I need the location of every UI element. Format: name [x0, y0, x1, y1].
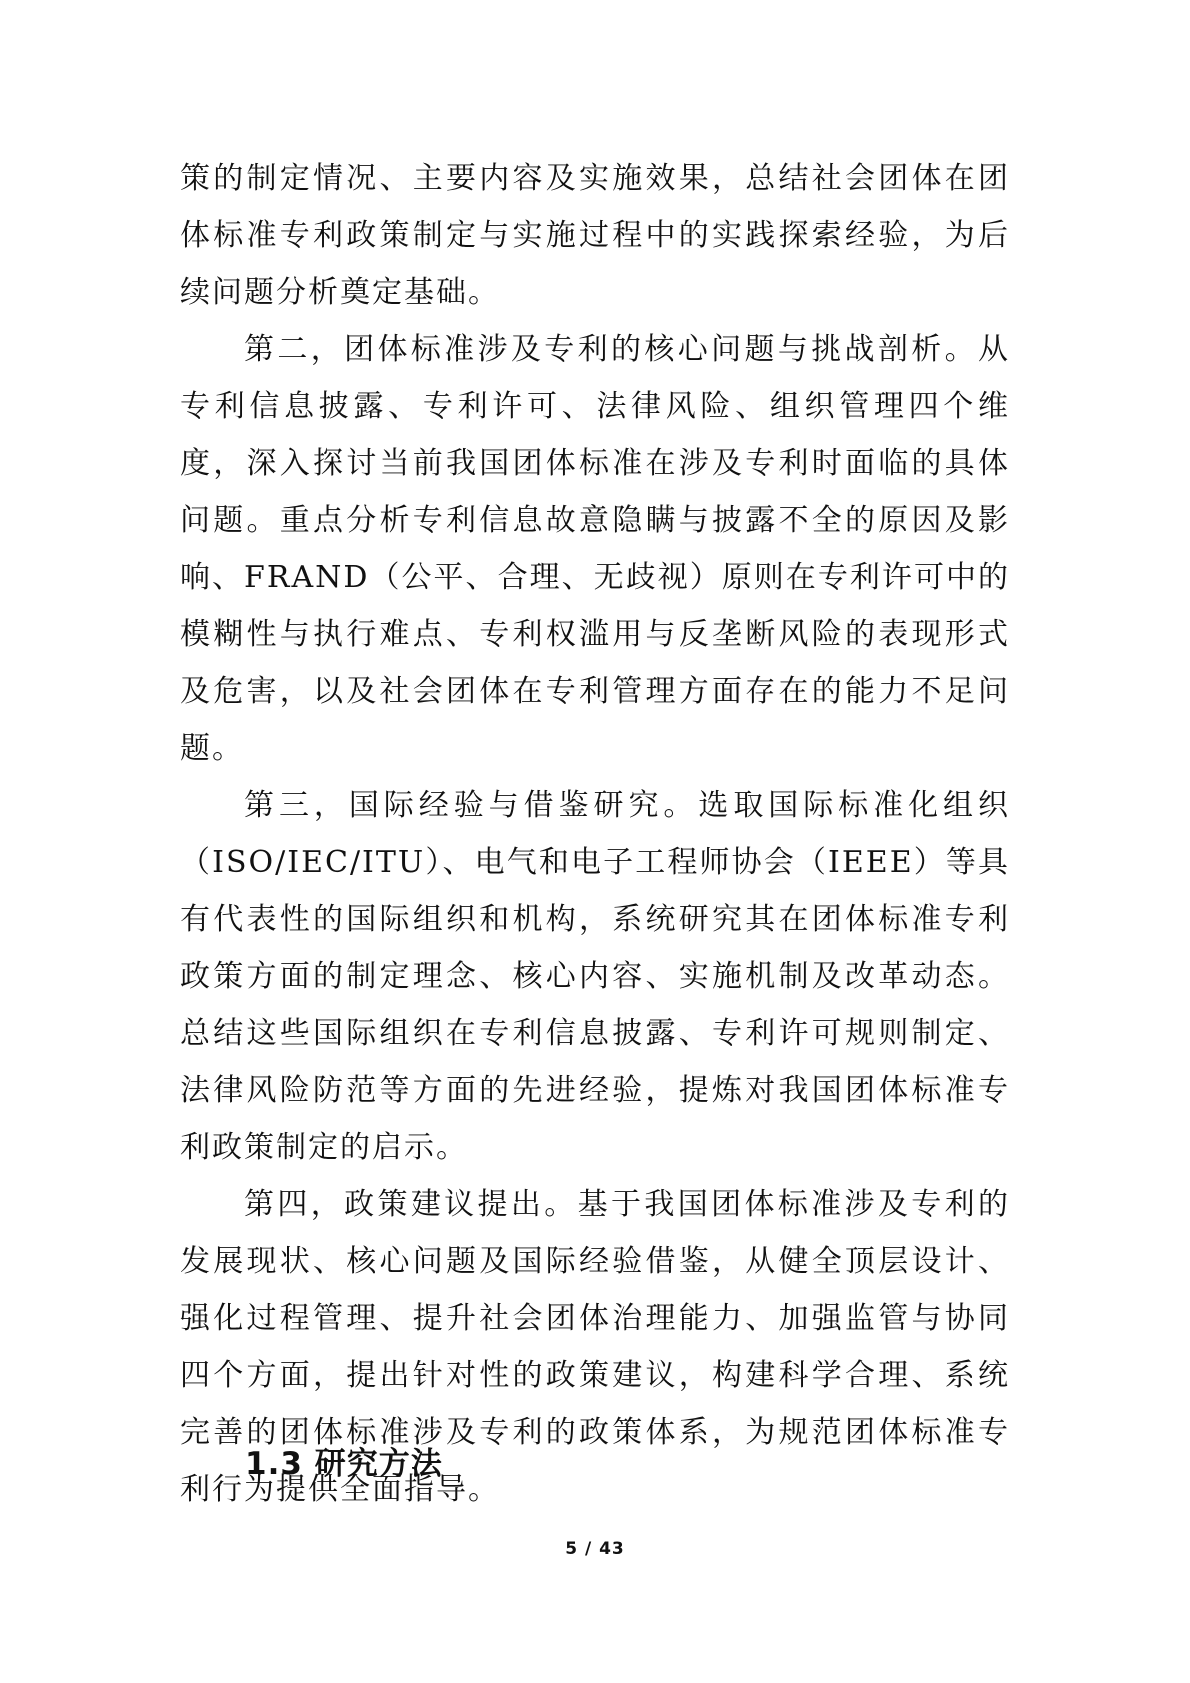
paragraph-fourth: 第四，政策建议提出。基于我国团体标准涉及专利的发展现状、核心问题及国际经验借鉴，从健全顶层设计、强化过程管理、提升社会团体治理能力、加强监管与协同四个方面，提出针对性的政策建议，构建科学合理、系统完善的团体标准涉及专利的政策体系，为规范团体标准专利行为提供全面指导。	[180, 1187, 1010, 1507]
paragraph-continuation: 策的制定情况、主要内容及实施效果，总结社会团体在团体标准专利政策制定与实施过程中的实践探索经验，为后续问题分析奠定基础。	[180, 161, 1010, 310]
page-number: 5 / 43	[565, 1539, 625, 1559]
paragraph-second: 第二，团体标准涉及专利的核心问题与挑战剖析。从专利信息披露、专利许可、法律风险、组织管理四个维度，深入探讨当前我国团体标准在涉及专利时面临的具体问题。重点分析专利信息故意隐瞒与披露不全的原因及影响、FRAND（公平、合理、无歧视）原则在专利许可中的模糊性与执行难点、专利权滥用与反垄断风险的表现形式及危害，以及社会团体在专利管理方面存在的能力不足问题。	[180, 332, 1010, 766]
section-heading: 1.3 研究方法	[245, 1446, 443, 1482]
paragraph-third: 第三，国际经验与借鉴研究。选取国际标准化组织（ISO/IEC/ITU）、电气和电子工程师协会（IEEE）等具有代表性的国际组织和机构，系统研究其在团体标准专利政策方面的制定理念、核心内容、实施机制及改革动态。总结这些国际组织在专利信息披露、专利许可规则制定、法律风险防范等方面的先进经验，提炼对我国团体标准专利政策制定的启示。	[180, 788, 1010, 1165]
body-text	[180, 150, 1010, 1518]
